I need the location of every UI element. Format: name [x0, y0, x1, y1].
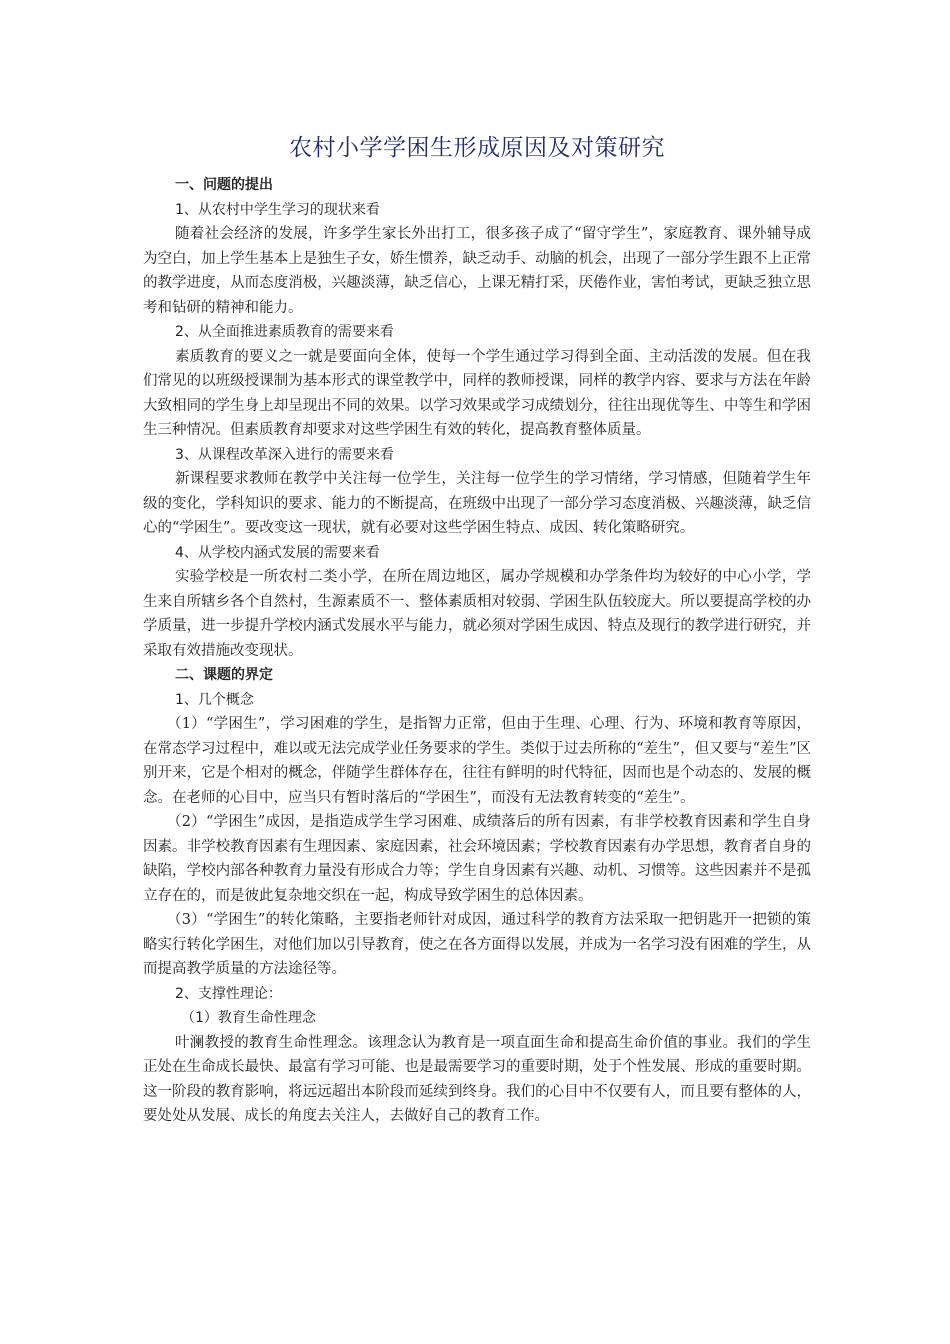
paragraph: （1）“学困生”，学习困难的学生，是指智力正常，但由于生理、心理、行为、环境和教育等原因，在常态学习过程中，难以或无法完成学业任务要求的学生。类似于过去所称的“差生”，但又要与“差生”区别开来，它是个相对的概念，伴随学生群体存在，往往有鲜明的时代特征，因而也是个动态的、发展的概念。在老师的心目中，应当只有暂时落后的“学困生”，而没有无法教育转变的“差生”。 — [143, 716, 811, 806]
item-heading: （1）教育生命性理念 — [181, 1010, 316, 1026]
subsection-heading: 1、从农村中学生学习的现状来看 — [175, 201, 380, 218]
document-title: 农村小学学困生形成原因及对策研究 — [289, 135, 665, 161]
paragraph: 实验学校是一所农村二类小学，在所在周边地区，属办学规模和办学条件均为较好的中心小学，学生来自所辖乡各个自然村，生源素质不一、整体素质相对较弱、学困生队伍较庞大。所以要提高学校的办学质量，进一步提升学校内涵式发展水平与能力，就必须对学困生成因、特点及现行的教学进行研究，并采取有效措施改变现状。 — [143, 569, 811, 659]
subsection-heading: 3、从课程改革深入进行的需要来看 — [175, 446, 394, 463]
paragraph: 叶澜教授的教育生命性理念。该理念认为教育是一项直面生命和提高生命价值的事业。我们的学生正处在生命成长最快、最富有学习可能、也是最需要学习的重要时期，处于个性发展、形成的重要时期。这一阶段的教育影响，将远远超出本阶段而延续到终身。我们的心目中不仅要有人，而且要有整体的人，要处处从发展、成长的角度去关注人，去做好自己的教育工作。 — [143, 1034, 811, 1124]
document-page — [143, 128, 811, 1129]
paragraph: 素质教育的要义之一就是要面向全体，使每一个学生通过学习得到全面、主动活泼的发展。但在我们常见的以班级授课制为基本形式的课堂教学中，同样的教师授课，同样的教学内容、要求与方法在年龄大致相同的学生身上却呈现出不同的效果。以学习效果或学习成绩划分，往往出现优等生、中等生和学困生三种情况。但素质教育却要求对这些学困生有效的转化，提高教育整体质量。 — [143, 348, 811, 438]
paragraph: 随着社会经济的发展，许多学生家长外出打工，很多孩子成了“留守学生”，家庭教育、课外辅导成为空白，加上学生基本上是独生子女，娇生惯养，缺乏动手、动脑的机会，出现了一部分学生跟不上正常的教学进度，从而态度消极，兴趣淡薄，缺乏信心，上课无精打采，厌倦作业，害怕考试，更缺乏独立思考和钻研的精神和能力。 — [143, 226, 811, 316]
subsection-heading: 4、从学校内涵式发展的需要来看 — [175, 544, 380, 561]
section-heading: 一、问题的提出 — [175, 177, 273, 193]
paragraph: （2）“学困生”成因，是指造成学生学习困难、成绩落后的所有因素，有非学校教育因素和学生自身因素。非学校教育因素有生理因素、家庭因素，社会环境因素；学校教育因素有办学思想，教育者自身的缺陷，学校内部各种教育力量没有形成合力等；学生自身因素有兴趣、动机、习惯等。这些因素并不是孤立存在的，而是彼此复杂地交织在一起，构成导致学困生的总体因素。 — [143, 814, 811, 904]
paragraph: （3）“学困生”的转化策略，主要指老师针对成因，通过科学的教育方法采取一把钥匙开一把锁的策略实行转化学困生，对他们加以引导教育，使之在各方面得以发展，并成为一名学习没有困难的学生，从而提高教学质量的方法途径等。 — [143, 912, 811, 977]
paragraph: 新课程要求教师在教学中关注每一位学生，关注每一位学生的学习情绪，学习情感，但随着学生年级的变化，学科知识的要求、能力的不断提高，在班级中出现了一部分学习态度消极、兴趣淡薄，缺乏信心的“学困生”。要改变这一现状，就有必要对这些学困生特点、成因、转化策略研究。 — [143, 471, 811, 536]
subsection-heading: 2、从全面推进素质教育的需要来看 — [175, 324, 394, 340]
subsection-heading: 1、几个概念 — [175, 691, 254, 708]
section-heading: 二、课题的界定 — [175, 667, 273, 683]
subsection-heading: 2、支撑性理论： — [175, 985, 282, 1002]
